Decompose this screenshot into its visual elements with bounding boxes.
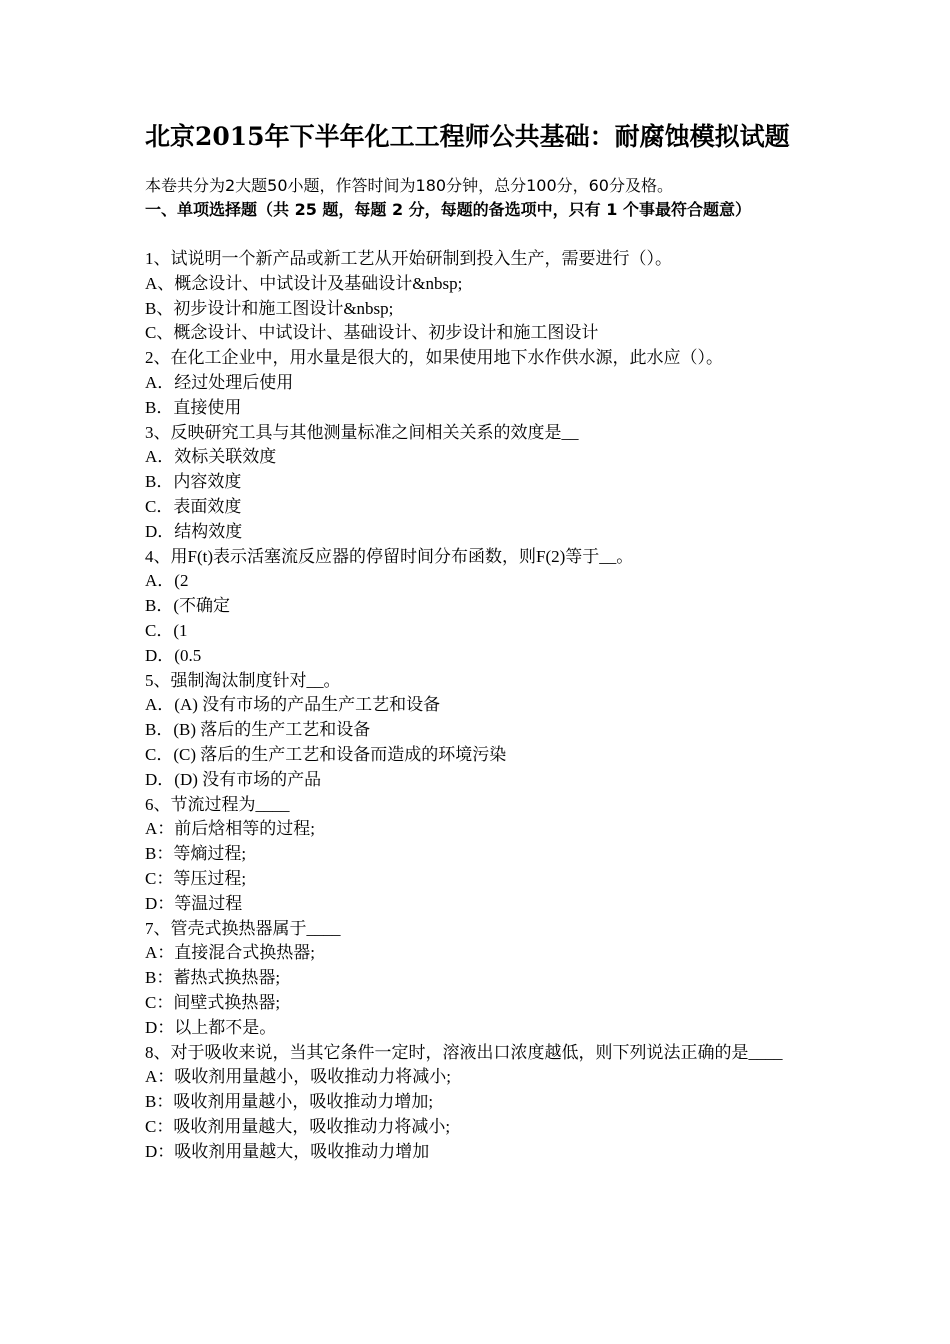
answer-option: A．经过处理后使用 — [145, 372, 294, 392]
answer-option: D．结构效度 — [145, 521, 243, 541]
question-stem: 5、强制淘汰制度针对__。 — [145, 670, 341, 690]
exam-intro: 本卷共分为2大题50小题，作答时间为180分钟，总分100分，60分及格。 — [145, 176, 673, 195]
answer-option: B．内容效度 — [145, 472, 242, 492]
page-title: 北京2015年下半年化工工程师公共基础：耐腐蚀模拟试题 — [145, 122, 790, 151]
answer-option: A．(A) 没有市场的产品生产工艺和设备 — [145, 695, 441, 715]
answer-option: C：间壁式换热器; — [145, 992, 281, 1012]
question-4 — [145, 545, 815, 669]
question-stem: 3、反映研究工具与其他测量标准之间相关关系的效度是__ — [145, 422, 579, 442]
answer-option: C．(C) 落后的生产工艺和设备而造成的环境污染 — [145, 744, 507, 764]
answer-option: D：等温过程 — [145, 893, 243, 913]
question-stem: 2、在化工企业中，用水量是很大的，如果使用地下水作供水源，此水应（）。 — [145, 348, 723, 368]
answer-option: B．(不确定 — [145, 596, 230, 616]
question-7 — [145, 917, 815, 1041]
answer-option: C：吸收剂用量越大，吸收推动力将减小; — [145, 1116, 451, 1136]
answer-option: B、初步设计和施工图设计&nbsp; — [145, 298, 394, 318]
answer-option: D．(D) 没有市场的产品 — [145, 769, 322, 789]
answer-option: A、概念设计、中试设计及基础设计&nbsp; — [145, 273, 463, 293]
question-stem: 8、对于吸收来说，当其它条件一定时，溶液出口浓度越低，则下列说法正确的是____ — [145, 1042, 783, 1062]
answer-option: A：直接混合式换热器; — [145, 943, 315, 963]
answer-option: C．(1 — [145, 620, 188, 640]
answer-option: D．(0.5 — [145, 645, 202, 665]
answer-option: D：吸收剂用量越大，吸收推动力增加 — [145, 1141, 430, 1161]
question-3 — [145, 421, 815, 545]
answer-option: C、概念设计、中试设计、基础设计、初步设计和施工图设计 — [145, 323, 599, 343]
answer-option: C．表面效度 — [145, 496, 242, 516]
question-2 — [145, 346, 815, 420]
answer-option: B：吸收剂用量越小，吸收推动力增加; — [145, 1092, 434, 1112]
question-1 — [145, 247, 815, 346]
section-heading: 一、单项选择题（共 25 题，每题 2 分，每题的备选项中，只有 1 个事最符合题意） — [145, 200, 751, 219]
answer-option: A：吸收剂用量越小，吸收推动力将减小; — [145, 1067, 451, 1087]
question-list — [145, 247, 815, 1164]
answer-option: D：以上都不是。 — [145, 1017, 277, 1037]
answer-option: B．直接使用 — [145, 397, 242, 417]
answer-option: B：蓄热式换热器; — [145, 968, 281, 988]
answer-option: B：等熵过程; — [145, 844, 247, 864]
question-8 — [145, 1041, 815, 1165]
answer-option: A：前后焓相等的过程; — [145, 819, 315, 839]
answer-option: A．(2 — [145, 571, 189, 591]
question-stem: 4、用F(t)表示活塞流反应器的停留时间分布函数，则F(2)等于__。 — [145, 546, 634, 566]
question-stem: 1、试说明一个新产品或新工艺从开始研制到投入生产，需要进行（）。 — [145, 249, 672, 268]
answer-option: C：等压过程; — [145, 868, 247, 888]
answer-option: B．(B) 落后的生产工艺和设备 — [145, 720, 371, 740]
question-6 — [145, 793, 815, 917]
question-stem: 6、节流过程为____ — [145, 794, 290, 814]
question-5 — [145, 669, 815, 793]
answer-option: A．效标关联效度 — [145, 447, 277, 467]
question-stem: 7、管壳式换热器属于____ — [145, 918, 341, 938]
